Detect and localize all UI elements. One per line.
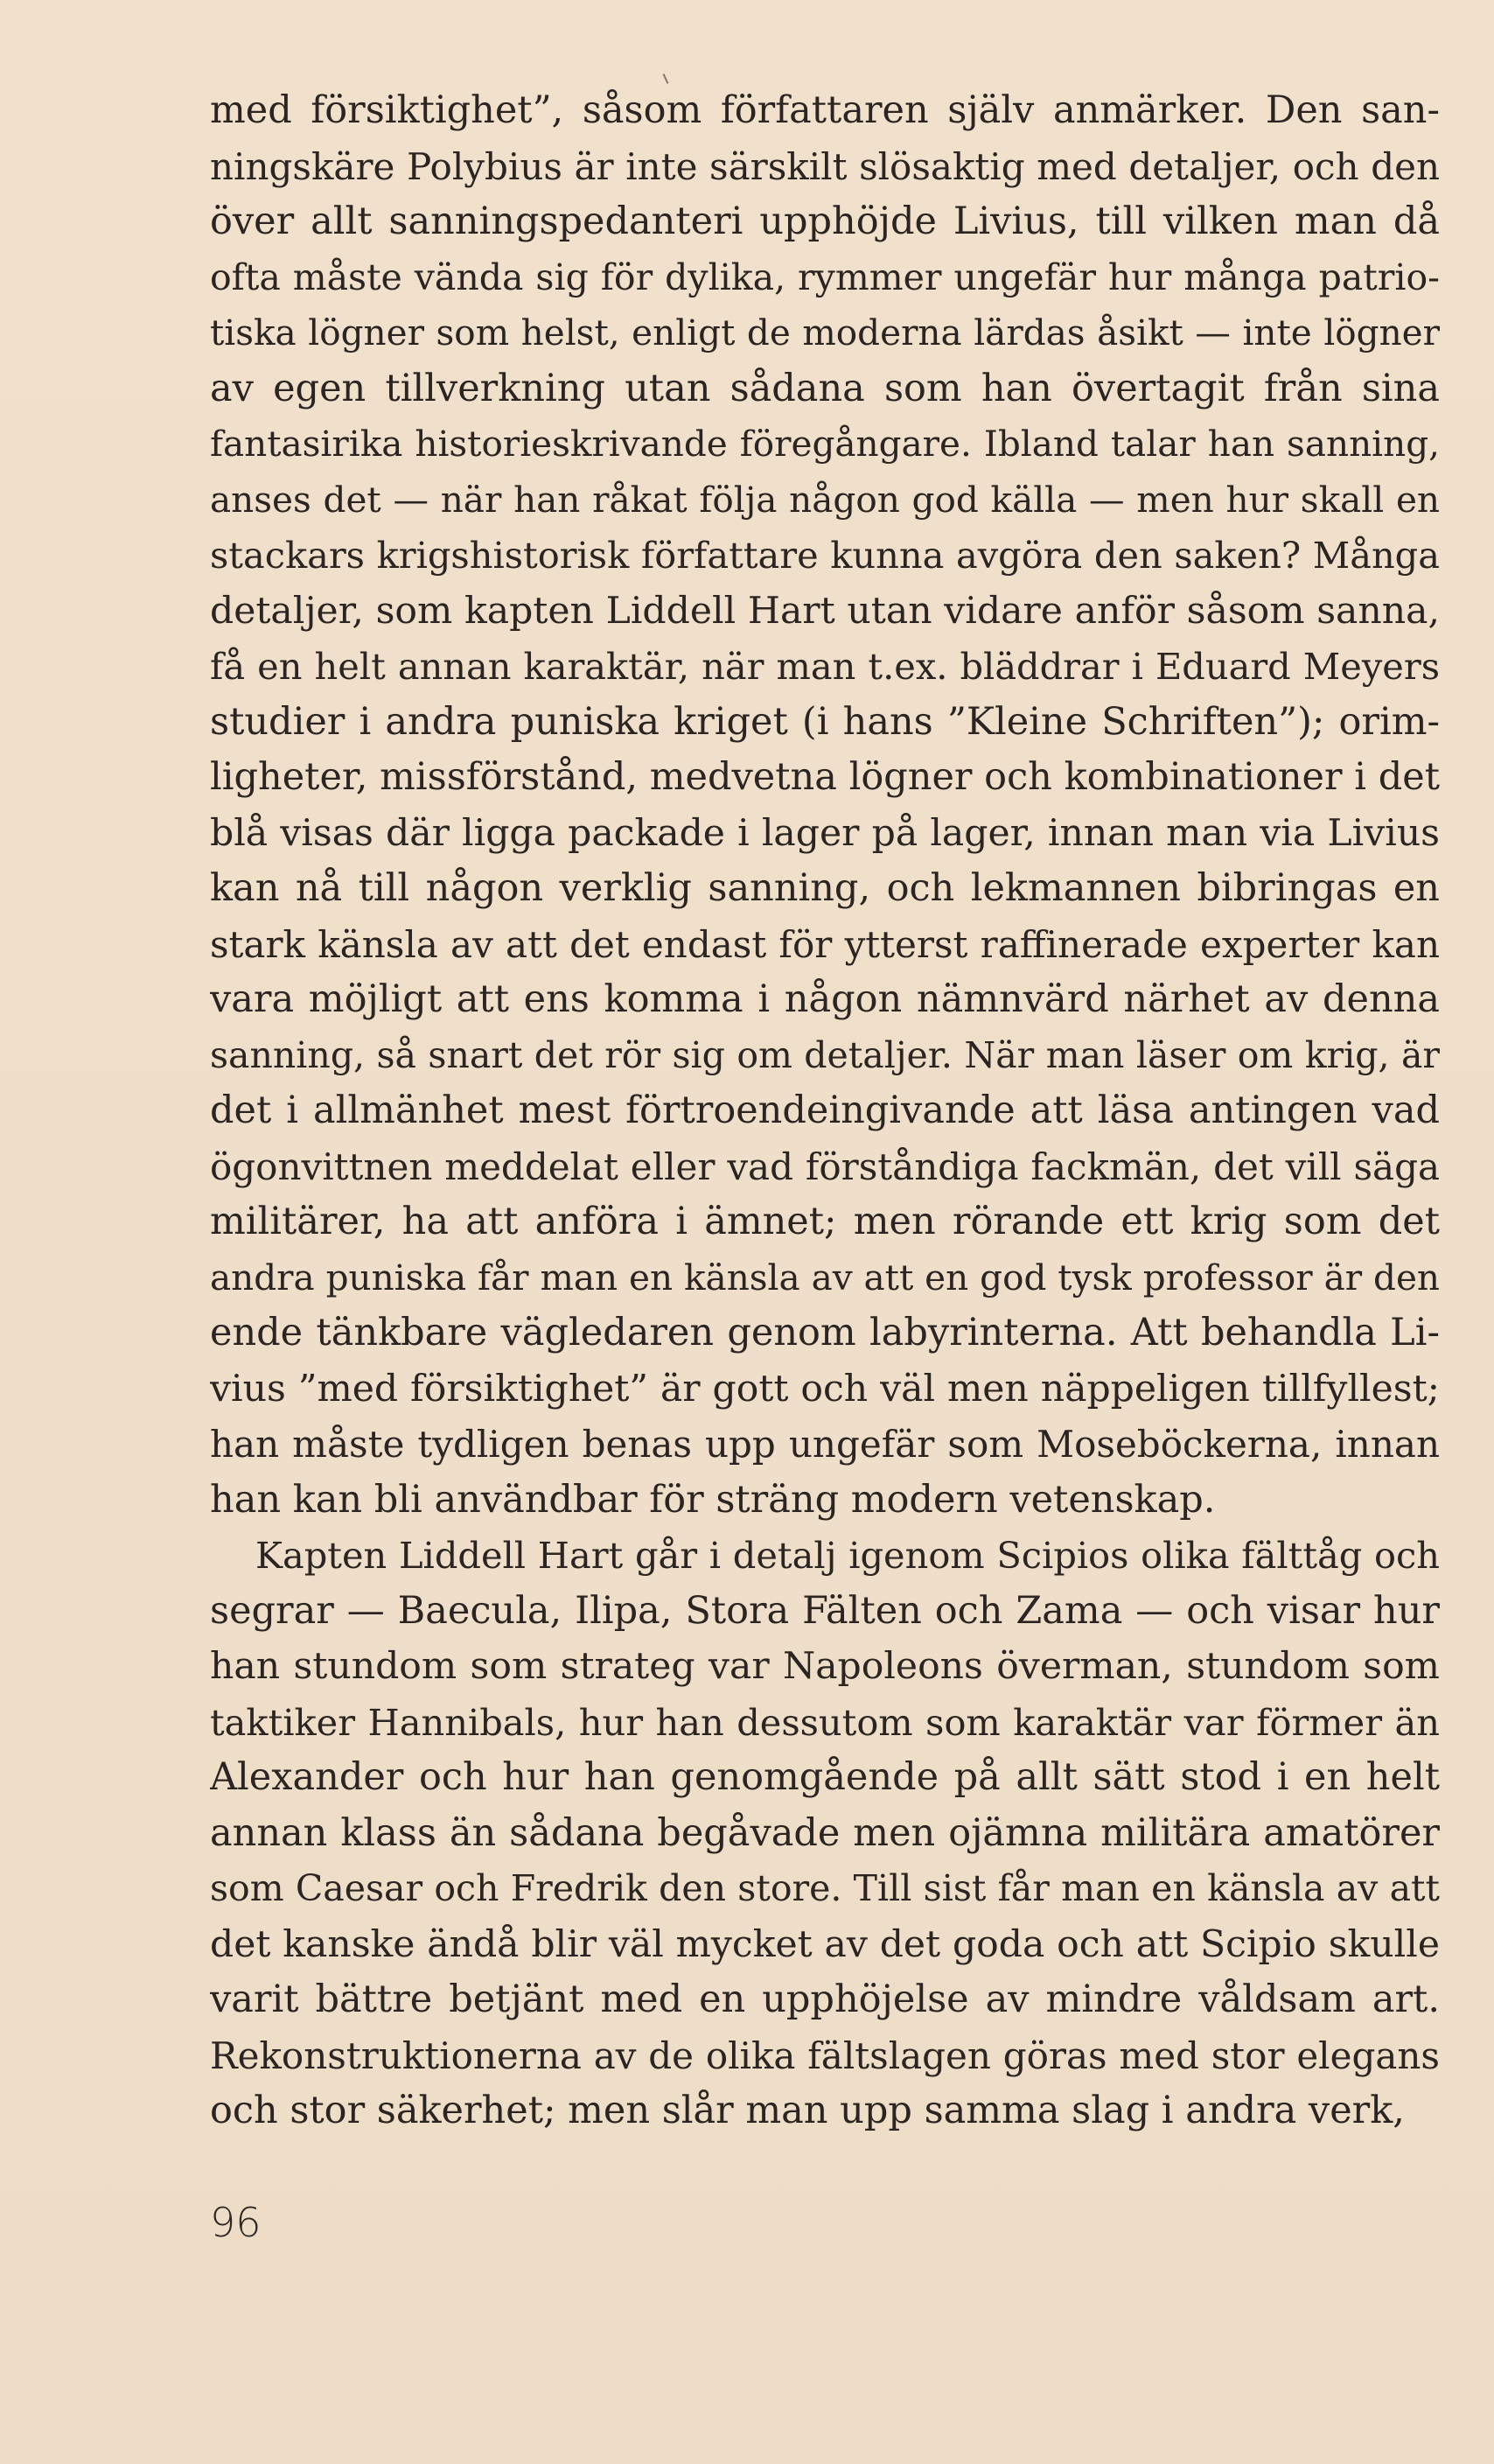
page-number: 96 [210,2199,262,2246]
text-line: ögonvittnen meddelat eller vad förståndiga fackmän, det vill säga [210,1144,1440,1188]
text-line: studier i andra puniska kriget (i hans ”Kleine Schriften”); orim- [210,699,1440,744]
text-line: ende tänkbare vägledaren genom labyrinterna. Att behandla Li- [210,1311,1440,1354]
text-line: militärer, ha att anföra i ämnet; men rörande ett krig som det [210,1200,1440,1243]
text-line: fantasirika historieskrivande föregångare. Ibland talar han sanning, [210,423,1440,465]
text-line: Kapten Liddell Hart går i detalj igenom Scipios olika fälttåg och [255,1534,1440,1577]
text-line: han måste tydligen benas upp ungefär som Moseböckerna, innan [210,1423,1440,1466]
text-line: annan klass än sådana begåvade men ojämna militära amatörer [210,1810,1440,1855]
text-line: ligheter, missförstånd, medvetna lögner och kombinationer i det [210,755,1440,799]
text-line: med försiktighet”, såsom författaren själv anmärker. Den san- [210,88,1440,132]
text-line: över allt sanningspedanteri upphöjde Livius, till vilken man då [210,200,1440,243]
text-line: få en helt annan karaktär, när man t.ex. bläddrar i Eduard Meyers [210,645,1440,688]
text-line: detaljer, som kapten Liddell Hart utan vidare anför såsom sanna, [210,589,1440,633]
text-line: anses det — när han råkat följa någon god källa — men hur skall en [210,478,1440,521]
text-line: segrar — Baecula, Ilipa, Stora Fälten och Zama — och visar hur [210,1588,1440,1633]
text-line: av egen tillverkning utan sådana som han övertagit från sina [210,366,1440,410]
text-line: andra puniska får man en känsla av att en god tysk professor är den [210,1256,1440,1298]
text-line: Rekonstruktionerna av de olika fältslagen göras med stor elegans [210,2034,1440,2077]
text-line: och stor säkerhet; men slår man upp samma slag i andra verk, [210,2089,1405,2132]
text-line: ningskäre Polybius är inte särskilt slösaktig med detaljer, och den [210,144,1440,188]
text-line: tiska lögner som helst, enligt de moderna lärdas åsikt — inte lögner [210,312,1440,354]
text-line: han kan bli användbar för sträng modern vetenskap. [210,1477,1216,1522]
text-line: han stundom som strateg var Napoleons överman, stundom som [210,1645,1440,1688]
body-text [210,83,1440,2139]
text-line: det kanske ändå blir väl mycket av det goda och att Scipio skulle [210,1922,1440,1966]
text-line: ofta måste vända sig för dylika, rymmer ungefär hur många patrio- [210,256,1440,298]
text-line: vius ”med försiktighet” är gott och väl men näppeligen tillfyllest; [210,1367,1440,1410]
paragraph [210,1528,1440,2139]
text-line: det i allmänhet mest förtroendeingivande att läsa antingen vad [210,1088,1440,1132]
text-line: stackars krigshistorisk författare kunna avgöra den saken? Många [210,534,1440,577]
text-line: vara möjligt att ens komma i någon nämnvärd närhet av denna [210,977,1440,1021]
text-line: varit bättre betjänt med en upphöjelse av mindre våldsam art. [210,1978,1440,2021]
text-line: taktiker Hannibals, hur han dessutom som karaktär var förmer än [210,1700,1440,1744]
text-line: sanning, så snart det rör sig om detaljer. När man läser om krig, är [210,1033,1440,1076]
text-line: Alexander och hur han genomgående på allt sätt stod i en helt [210,1755,1440,1799]
text-line: som Caesar och Fredrik den store. Till sist får man en känsla av att [210,1867,1440,1909]
text-line: stark känsla av att det endast för ytterst raffinerade experter kan [210,922,1440,966]
paragraph [210,83,1440,1528]
text-line: kan nå till någon verklig sanning, och lekmannen bibringas en [210,866,1440,910]
text-line: blå visas där ligga packade i lager på lager, innan man via Livius [210,811,1440,855]
